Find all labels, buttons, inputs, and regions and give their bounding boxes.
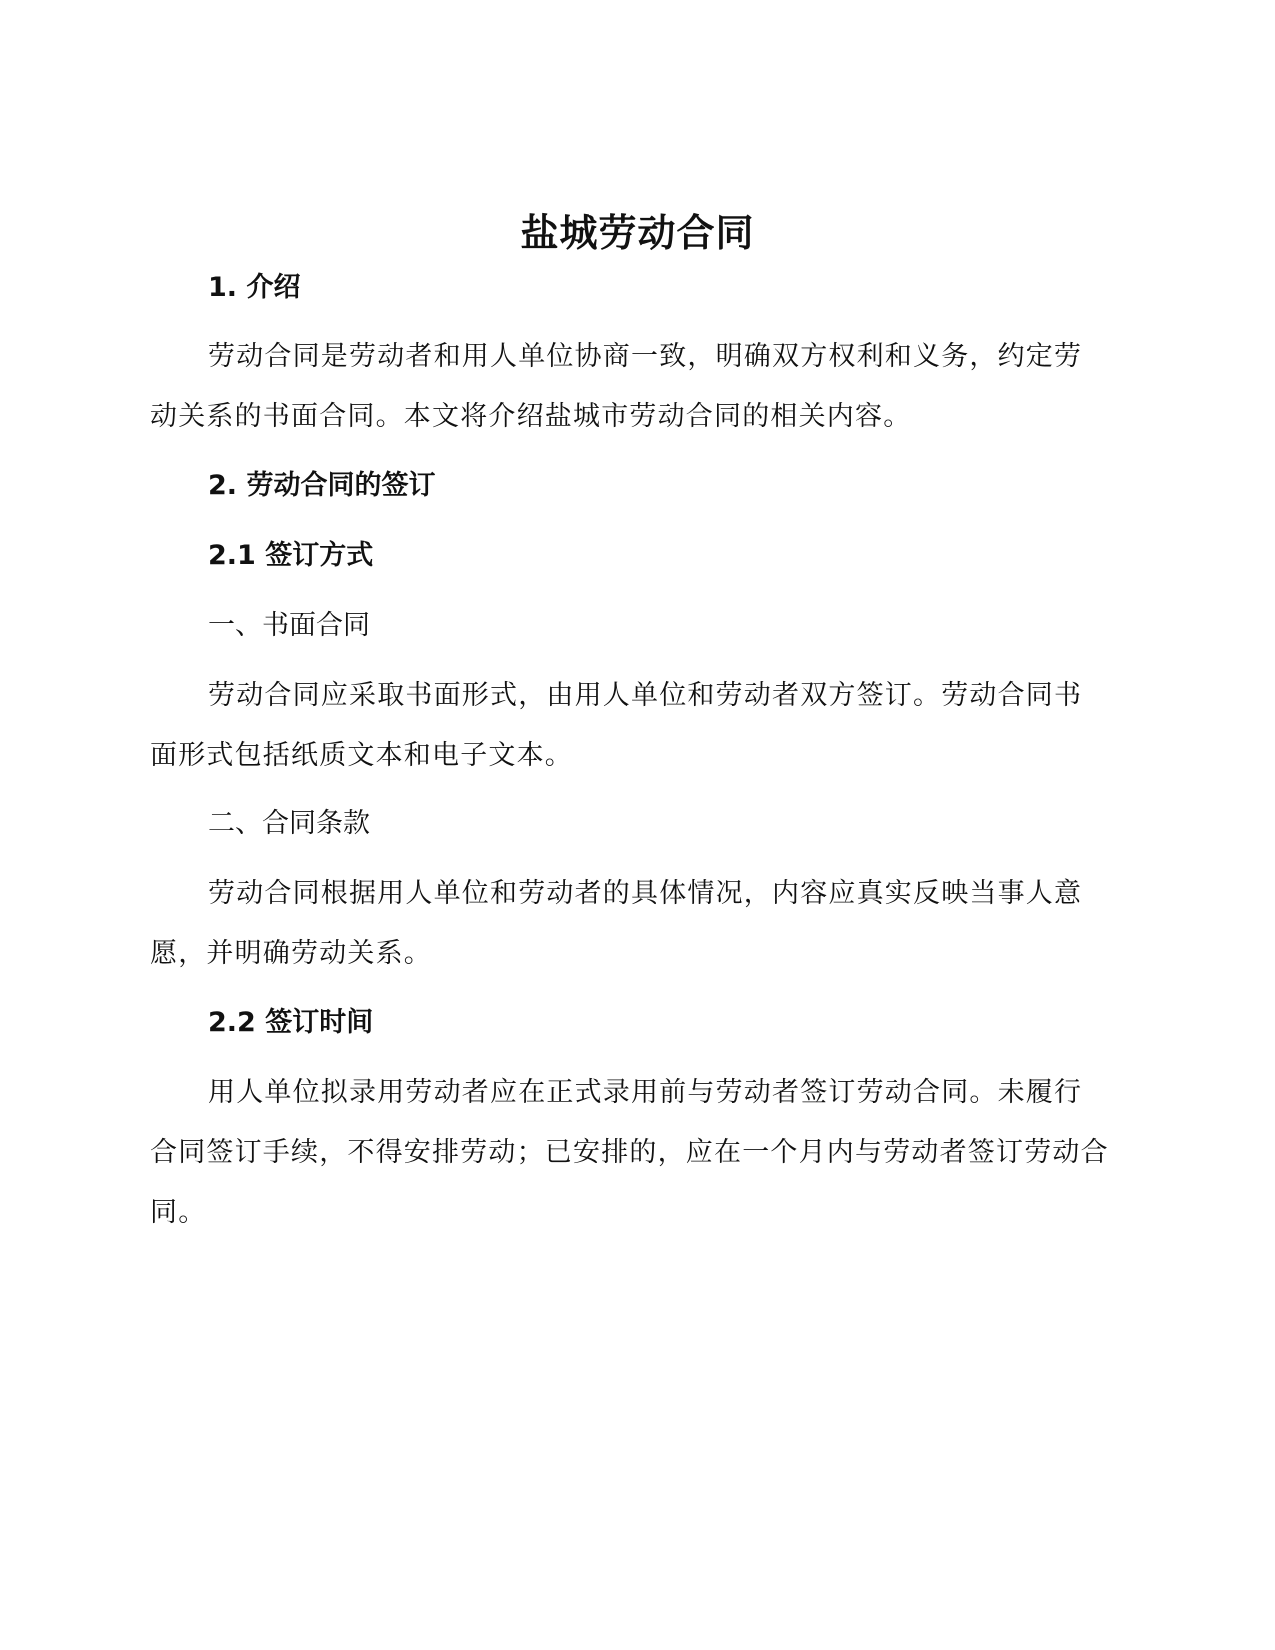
document-title: 盐城劳动合同 xyxy=(520,211,755,255)
subsection-heading-signing-method: 2.1 签订方式 xyxy=(208,540,374,571)
contract-terms-paragraph: 劳动合同根据用人单位和劳动者的具体情况，内容应真实反映当事人意愿，并明确劳动关系。 xyxy=(150,878,1083,969)
subsection-heading-signing-time: 2.2 签订时间 xyxy=(208,1007,374,1038)
item-label-written-contract: 一、书面合同 xyxy=(208,610,370,641)
intro-paragraph: 劳动合同是劳动者和用人单位协商一致，明确双方权利和义务，约定劳动关系的书面合同。本文将介绍盐城市劳动合同的相关内容。 xyxy=(150,341,1083,432)
written-contract-paragraph: 劳动合同应采取书面形式，由用人单位和劳动者双方签订。劳动合同书面形式包括纸质文本和电子文本。 xyxy=(150,680,1083,771)
section-heading-signing: 2. 劳动合同的签订 xyxy=(208,470,436,501)
signing-time-paragraph: 用人单位拟录用劳动者应在正式录用前与劳动者签订劳动合同。未履行合同签订手续，不得安排劳动；已安排的，应在一个月内与劳动者签订劳动合同。 xyxy=(150,1077,1109,1228)
item-label-contract-terms: 二、合同条款 xyxy=(208,808,370,839)
section-heading-intro: 1. 介绍 xyxy=(208,272,301,303)
